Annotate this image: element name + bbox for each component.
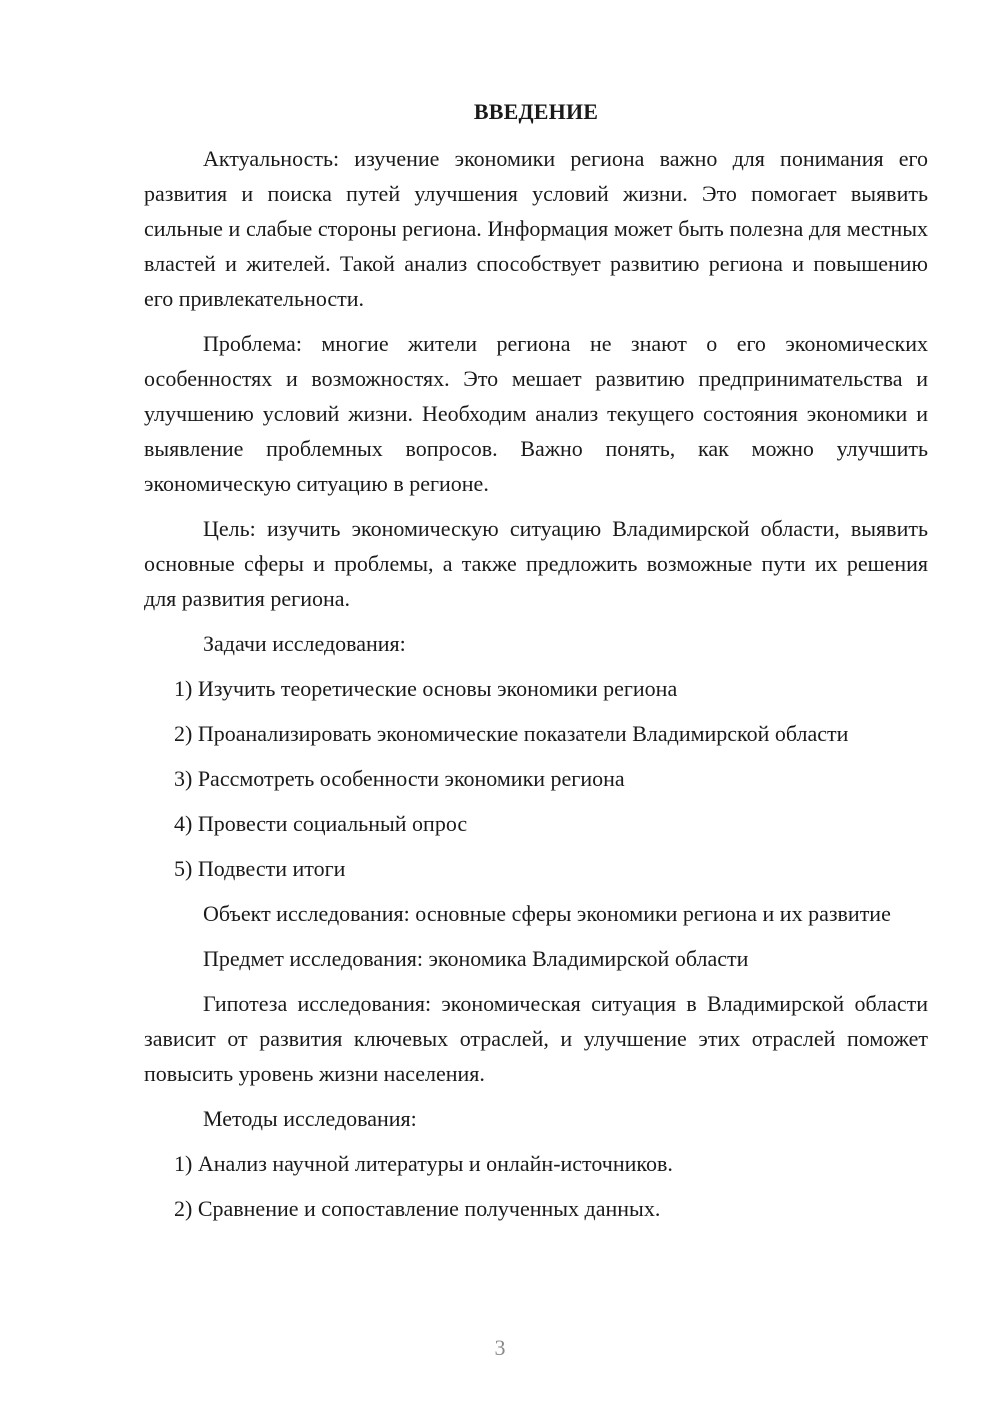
page-content bbox=[144, 94, 928, 1236]
task-item: 1) Изучить теоретические основы экономики региона bbox=[174, 676, 678, 701]
tasks-heading: Задачи исследования: bbox=[203, 631, 406, 656]
section-title: ВВЕДЕНИЕ bbox=[473, 99, 599, 124]
paragraph-relevance: Актуальность: изучение экономики региона важно для понимания его развития и поиска путей улучшения условий жизни. Это помогает выявить сильные и слабые стороны региона. Информация может быть полезна для местных властей и жителей. Такой анализ способствует развитию региона и повышению его привлекательности. bbox=[144, 146, 928, 311]
method-item: 1) Анализ научной литературы и онлайн-источников. bbox=[174, 1151, 673, 1176]
paragraph-subject: Предмет исследования: экономика Владимирской области bbox=[203, 946, 749, 971]
paragraph-goal: Цель: изучить экономическую ситуацию Владимирской области, выявить основные сферы и проблемы, а также предложить возможные пути их решения для развития региона. bbox=[144, 516, 928, 611]
task-item: 5) Подвести итоги bbox=[174, 856, 346, 881]
page-number: 3 bbox=[494, 1335, 506, 1360]
task-item: 2) Проанализировать экономические показатели Владимирской области bbox=[174, 721, 849, 746]
paragraph-problem: Проблема: многие жители региона не знают о его экономических особенностях и возможностях. Это мешает развитию предпринимательства и улучшению условий жизни. Необходим анализ текущего состояния экономики и выявление проблемных вопросов. Важно понять, как можно улучшить экономическую ситуацию в регионе. bbox=[144, 331, 928, 496]
paragraph-hypothesis: Гипотеза исследования: экономическая ситуация в Владимирской области зависит от развития ключевых отраслей, и улучшение этих отраслей поможет повысить уровень жизни населения. bbox=[144, 991, 928, 1086]
paragraph-object: Объект исследования: основные сферы экономики региона и их развитие bbox=[203, 901, 891, 926]
task-item: 4) Провести социальный опрос bbox=[174, 811, 468, 836]
methods-heading: Методы исследования: bbox=[203, 1106, 417, 1131]
method-item: 2) Сравнение и сопоставление полученных данных. bbox=[174, 1196, 661, 1221]
task-item: 3) Рассмотреть особенности экономики региона bbox=[174, 766, 625, 791]
